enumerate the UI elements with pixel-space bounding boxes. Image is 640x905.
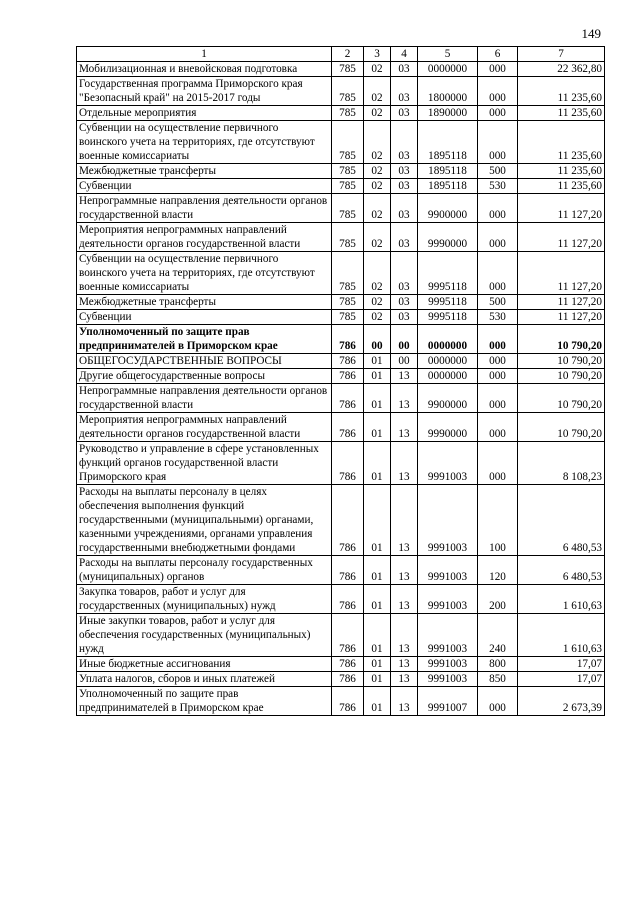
code-cell: 785 xyxy=(332,62,364,77)
table-row xyxy=(77,442,605,485)
row-name-cell: Закупка товаров, работ и услуг для государственных (муниципальных) нужд xyxy=(77,585,332,614)
code-cell: 01 xyxy=(364,384,391,413)
amount-cell: 10 790,20 xyxy=(518,354,605,369)
column-header: 2 xyxy=(332,47,364,62)
row-name-cell: Межбюджетные трансферты xyxy=(77,164,332,179)
code-cell: 240 xyxy=(478,614,518,657)
code-cell: 785 xyxy=(332,194,364,223)
table-row xyxy=(77,252,605,295)
code-cell: 785 xyxy=(332,77,364,106)
code-cell: 785 xyxy=(332,164,364,179)
amount-cell: 1 610,63 xyxy=(518,614,605,657)
code-cell: 120 xyxy=(478,556,518,585)
code-cell: 01 xyxy=(364,672,391,687)
row-name-cell: Субвенции на осуществление первичного воинского учета на территориях, где отсутствуют военные комиссариаты xyxy=(77,121,332,164)
table-row xyxy=(77,106,605,121)
amount-cell: 11 127,20 xyxy=(518,194,605,223)
code-cell: 01 xyxy=(364,657,391,672)
code-cell: 03 xyxy=(391,121,418,164)
code-cell: 786 xyxy=(332,556,364,585)
code-cell: 02 xyxy=(364,62,391,77)
row-name-cell: Непрограммные направления деятельности органов государственной власти xyxy=(77,194,332,223)
code-cell: 850 xyxy=(478,672,518,687)
code-cell: 9991003 xyxy=(418,614,478,657)
row-name-cell: Уполномоченный по защите прав предпринимателей в Приморском крае xyxy=(77,687,332,716)
code-cell: 000 xyxy=(478,62,518,77)
code-cell: 03 xyxy=(391,223,418,252)
code-cell: 100 xyxy=(478,485,518,556)
table-row xyxy=(77,384,605,413)
budget-table xyxy=(76,46,605,716)
amount-cell: 10 790,20 xyxy=(518,413,605,442)
amount-cell: 10 790,20 xyxy=(518,325,605,354)
table-row xyxy=(77,310,605,325)
amount-cell: 1 610,63 xyxy=(518,585,605,614)
code-cell: 03 xyxy=(391,310,418,325)
code-cell: 13 xyxy=(391,485,418,556)
code-cell: 1895118 xyxy=(418,164,478,179)
row-name-cell: Уполномоченный по защите прав предпринимателей в Приморском крае xyxy=(77,325,332,354)
code-cell: 786 xyxy=(332,614,364,657)
code-cell: 530 xyxy=(478,310,518,325)
code-cell: 13 xyxy=(391,369,418,384)
code-cell: 786 xyxy=(332,413,364,442)
code-cell: 000 xyxy=(478,369,518,384)
row-name-cell: Уплата налогов, сборов и иных платежей xyxy=(77,672,332,687)
table-body xyxy=(77,62,605,716)
table-row xyxy=(77,614,605,657)
code-cell: 000 xyxy=(478,77,518,106)
code-cell: 500 xyxy=(478,295,518,310)
code-cell: 13 xyxy=(391,614,418,657)
amount-cell: 11 127,20 xyxy=(518,223,605,252)
row-name-cell: Непрограммные направления деятельности органов государственной власти xyxy=(77,384,332,413)
code-cell: 02 xyxy=(364,164,391,179)
row-name-cell: Субвенции xyxy=(77,310,332,325)
code-cell: 000 xyxy=(478,354,518,369)
amount-cell: 11 235,60 xyxy=(518,179,605,194)
code-cell: 000 xyxy=(478,325,518,354)
code-cell: 13 xyxy=(391,413,418,442)
amount-cell: 8 108,23 xyxy=(518,442,605,485)
code-cell: 03 xyxy=(391,77,418,106)
row-name-cell: Иные бюджетные ассигнования xyxy=(77,657,332,672)
amount-cell: 11 127,20 xyxy=(518,295,605,310)
code-cell: 01 xyxy=(364,413,391,442)
code-cell: 785 xyxy=(332,310,364,325)
page-number: 149 xyxy=(581,26,601,41)
code-cell: 9991003 xyxy=(418,657,478,672)
code-cell: 01 xyxy=(364,354,391,369)
code-cell: 02 xyxy=(364,121,391,164)
code-cell: 02 xyxy=(364,106,391,121)
amount-cell: 6 480,53 xyxy=(518,556,605,585)
code-cell: 786 xyxy=(332,585,364,614)
code-cell: 13 xyxy=(391,556,418,585)
code-cell: 786 xyxy=(332,325,364,354)
code-cell: 01 xyxy=(364,585,391,614)
row-name-cell: Межбюджетные трансферты xyxy=(77,295,332,310)
code-cell: 13 xyxy=(391,657,418,672)
code-cell: 9995118 xyxy=(418,252,478,295)
amount-cell: 22 362,80 xyxy=(518,62,605,77)
table-row xyxy=(77,62,605,77)
code-cell: 0000000 xyxy=(418,62,478,77)
code-cell: 786 xyxy=(332,442,364,485)
code-cell: 200 xyxy=(478,585,518,614)
code-cell: 9900000 xyxy=(418,194,478,223)
code-cell: 02 xyxy=(364,77,391,106)
code-cell: 000 xyxy=(478,223,518,252)
table-row xyxy=(77,413,605,442)
amount-cell: 10 790,20 xyxy=(518,384,605,413)
code-cell: 01 xyxy=(364,614,391,657)
code-cell: 02 xyxy=(364,252,391,295)
table-row xyxy=(77,687,605,716)
code-cell: 786 xyxy=(332,687,364,716)
table-row xyxy=(77,164,605,179)
row-name-cell: Государственная программа Приморского края "Безопасный край" на 2015-2017 годы xyxy=(77,77,332,106)
code-cell: 000 xyxy=(478,106,518,121)
code-cell: 03 xyxy=(391,295,418,310)
code-cell: 000 xyxy=(478,252,518,295)
code-cell: 785 xyxy=(332,295,364,310)
table-row xyxy=(77,369,605,384)
table-row xyxy=(77,121,605,164)
amount-cell: 11 235,60 xyxy=(518,121,605,164)
code-cell: 785 xyxy=(332,252,364,295)
table-row xyxy=(77,485,605,556)
amount-cell: 11 127,20 xyxy=(518,252,605,295)
amount-cell: 6 480,53 xyxy=(518,485,605,556)
code-cell: 9990000 xyxy=(418,223,478,252)
code-cell: 00 xyxy=(391,325,418,354)
column-header: 7 xyxy=(518,47,605,62)
table-row xyxy=(77,325,605,354)
code-cell: 9991003 xyxy=(418,442,478,485)
code-cell: 9995118 xyxy=(418,295,478,310)
amount-cell: 10 790,20 xyxy=(518,369,605,384)
code-cell: 0000000 xyxy=(418,354,478,369)
code-cell: 786 xyxy=(332,672,364,687)
row-name-cell: Иные закупки товаров, работ и услуг для обеспечения государственных (муниципальных) нужд xyxy=(77,614,332,657)
code-cell: 800 xyxy=(478,657,518,672)
code-cell: 9991007 xyxy=(418,687,478,716)
code-cell: 02 xyxy=(364,194,391,223)
row-name-cell: ОБЩЕГОСУДАРСТВЕННЫЕ ВОПРОСЫ xyxy=(77,354,332,369)
code-cell: 786 xyxy=(332,657,364,672)
column-header: 1 xyxy=(77,47,332,62)
table-row xyxy=(77,194,605,223)
column-header: 4 xyxy=(391,47,418,62)
code-cell: 000 xyxy=(478,687,518,716)
row-name-cell: Отдельные мероприятия xyxy=(77,106,332,121)
table-row xyxy=(77,223,605,252)
code-cell: 786 xyxy=(332,354,364,369)
code-cell: 786 xyxy=(332,485,364,556)
table-row xyxy=(77,585,605,614)
code-cell: 9991003 xyxy=(418,485,478,556)
table-row xyxy=(77,77,605,106)
column-header: 6 xyxy=(478,47,518,62)
table-row xyxy=(77,556,605,585)
code-cell: 000 xyxy=(478,442,518,485)
amount-cell: 2 673,39 xyxy=(518,687,605,716)
code-cell: 00 xyxy=(391,354,418,369)
row-name-cell: Субвенции xyxy=(77,179,332,194)
amount-cell: 11 235,60 xyxy=(518,106,605,121)
code-cell: 02 xyxy=(364,310,391,325)
code-cell: 9900000 xyxy=(418,384,478,413)
column-header-row xyxy=(77,47,605,62)
code-cell: 530 xyxy=(478,179,518,194)
code-cell: 785 xyxy=(332,179,364,194)
code-cell: 03 xyxy=(391,194,418,223)
code-cell: 9991003 xyxy=(418,672,478,687)
code-cell: 03 xyxy=(391,179,418,194)
code-cell: 9995118 xyxy=(418,310,478,325)
amount-cell: 11 127,20 xyxy=(518,310,605,325)
code-cell: 0000000 xyxy=(418,325,478,354)
row-name-cell: Мобилизационная и вневойсковая подготовка xyxy=(77,62,332,77)
row-name-cell: Расходы на выплаты персоналу в целях обеспечения выполнения функций государственными (муниципальными) органами, казенными учреждениями, органами управления государственными внебюджетными фондами xyxy=(77,485,332,556)
code-cell: 02 xyxy=(364,295,391,310)
code-cell: 03 xyxy=(391,252,418,295)
row-name-cell: Другие общегосударственные вопросы xyxy=(77,369,332,384)
code-cell: 785 xyxy=(332,106,364,121)
code-cell: 9991003 xyxy=(418,556,478,585)
code-cell: 13 xyxy=(391,672,418,687)
code-cell: 785 xyxy=(332,121,364,164)
code-cell: 03 xyxy=(391,106,418,121)
row-name-cell: Расходы на выплаты персоналу государственных (муниципальных) органов xyxy=(77,556,332,585)
code-cell: 1800000 xyxy=(418,77,478,106)
table-row xyxy=(77,672,605,687)
code-cell: 785 xyxy=(332,223,364,252)
code-cell: 00 xyxy=(364,325,391,354)
table-row xyxy=(77,179,605,194)
code-cell: 0000000 xyxy=(418,369,478,384)
table-row xyxy=(77,657,605,672)
code-cell: 01 xyxy=(364,687,391,716)
code-cell: 000 xyxy=(478,384,518,413)
code-cell: 01 xyxy=(364,485,391,556)
code-cell: 1895118 xyxy=(418,121,478,164)
amount-cell: 17,07 xyxy=(518,672,605,687)
code-cell: 13 xyxy=(391,442,418,485)
code-cell: 03 xyxy=(391,62,418,77)
code-cell: 03 xyxy=(391,164,418,179)
code-cell: 01 xyxy=(364,556,391,585)
code-cell: 13 xyxy=(391,585,418,614)
row-name-cell: Мероприятия непрограммных направлений деятельности органов государственной власти xyxy=(77,413,332,442)
table-row xyxy=(77,295,605,310)
code-cell: 13 xyxy=(391,687,418,716)
code-cell: 02 xyxy=(364,223,391,252)
code-cell: 000 xyxy=(478,413,518,442)
amount-cell: 17,07 xyxy=(518,657,605,672)
row-name-cell: Мероприятия непрограммных направлений деятельности органов государственной власти xyxy=(77,223,332,252)
code-cell: 02 xyxy=(364,179,391,194)
table-row xyxy=(77,354,605,369)
amount-cell: 11 235,60 xyxy=(518,77,605,106)
column-header: 3 xyxy=(364,47,391,62)
amount-cell: 11 235,60 xyxy=(518,164,605,179)
code-cell: 000 xyxy=(478,194,518,223)
code-cell: 1890000 xyxy=(418,106,478,121)
code-cell: 786 xyxy=(332,384,364,413)
code-cell: 9991003 xyxy=(418,585,478,614)
code-cell: 000 xyxy=(478,121,518,164)
code-cell: 13 xyxy=(391,384,418,413)
code-cell: 1895118 xyxy=(418,179,478,194)
code-cell: 01 xyxy=(364,369,391,384)
row-name-cell: Субвенции на осуществление первичного воинского учета на территориях, где отсутствуют военные комиссариаты xyxy=(77,252,332,295)
code-cell: 786 xyxy=(332,369,364,384)
code-cell: 9990000 xyxy=(418,413,478,442)
column-header: 5 xyxy=(418,47,478,62)
code-cell: 500 xyxy=(478,164,518,179)
row-name-cell: Руководство и управление в сфере установленных функций органов государственной власти Приморского края xyxy=(77,442,332,485)
code-cell: 01 xyxy=(364,442,391,485)
